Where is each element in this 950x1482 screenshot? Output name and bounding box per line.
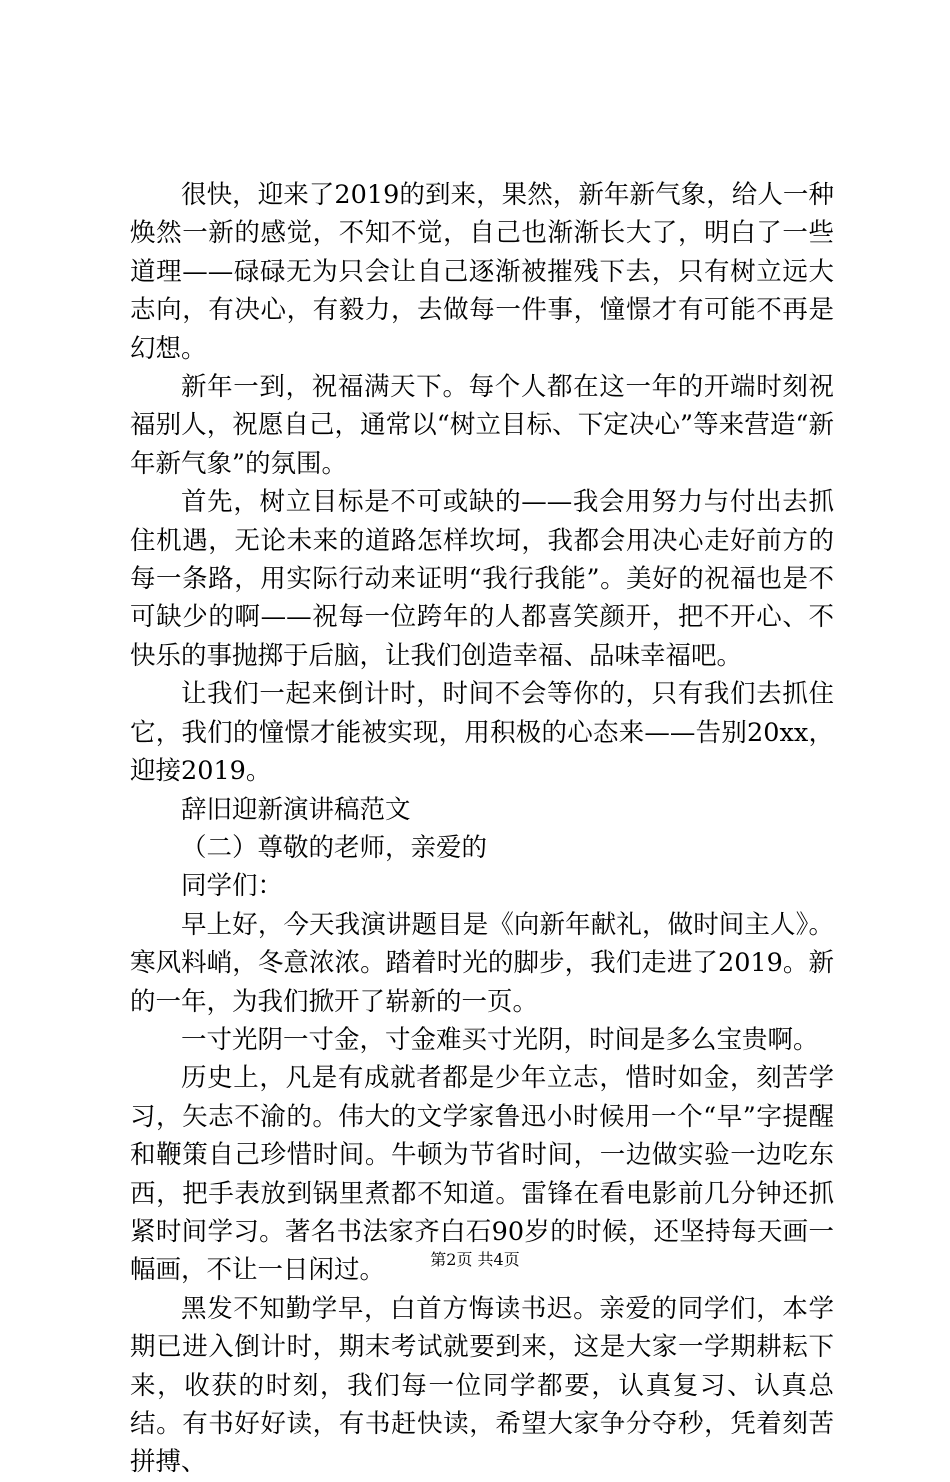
page-footer: 第2页 共4页 [430, 1250, 520, 1269]
document-body [130, 176, 834, 1482]
salutation-line-1: （二）尊敬的老师，亲爱的 [181, 832, 488, 863]
paragraph-3: 首先，树立目标是不可或缺的——我会用努力与付出去抓住机遇，无论未来的道路怎样坎坷，我都会用决心走好前方的每一条路，用实际行动来证明“我行我能”。美好的祝福也是不可缺少的啊——祝每一位跨年的人都喜笑颜开，把不开心、不快乐的事抛掷于后脑，让我们创造幸福、品味幸福吧。 [130, 487, 834, 671]
paragraph-5: 早上好，今天我演讲题目是《向新年献礼，做时间主人》。寒风料峭，冬意浓浓。踏着时光的脚步，我们走进了2019。新的一年，为我们掀开了崭新的一页。 [130, 909, 834, 1017]
section-title: 辞旧迎新演讲稿范文 [181, 794, 411, 825]
paragraph-4: 让我们一起来倒计时，时间不会等你的，只有我们去抓住它，我们的憧憬才能被实现，用积极的心态来——告别20xx，迎接2019。 [130, 679, 834, 787]
paragraph-1: 很快，迎来了2019的到来，果然，新年新气象，给人一种焕然一新的感觉，不知不觉，自己也渐渐长大了，明白了一些道理——碌碌无为只会让自己逐渐被摧残下去，只有树立远大志向，有决心，有毅力，去做每一件事，憧憬才有可能不再是幻想。 [130, 180, 834, 364]
paragraph-6: 一寸光阴一寸金，寸金难买寸光阴，时间是多么宝贵啊。 [181, 1024, 819, 1055]
paragraph-7: 历史上，凡是有成就者都是少年立志，惜时如金，刻苦学习，矢志不渝的。伟大的文学家鲁迅小时候用一个“早”字提醒和鞭策自己珍惜时间。牛顿为节省时间，一边做实验一边吃东西，把手表放到锅里煮都不知道。雷锋在看电影前几分钟还抓紧时间学习。著名书法家齐白石90岁的时候，还坚持每天画一幅画，不让一日闲过。 [130, 1063, 834, 1286]
salutation-line-2: 同学们： [181, 871, 284, 902]
paragraph-2: 新年一到，祝福满天下。每个人都在这一年的开端时刻祝福别人，祝愿自己，通常以“树立目标、下定决心”等来营造“新年新气象”的氛围。 [130, 372, 834, 479]
paragraph-8: 黑发不知勤学早，白首方悔读书迟。亲爱的同学们，本学期已进入倒计时，期末考试就要到来，这是大家一学期耕耘下来，收获的时刻，我们每一位同学都要，认真复习、认真总结。有书好好读，有书赶快读，希望大家争分夺秒，凭着刻苦拼搏、 [130, 1293, 834, 1478]
